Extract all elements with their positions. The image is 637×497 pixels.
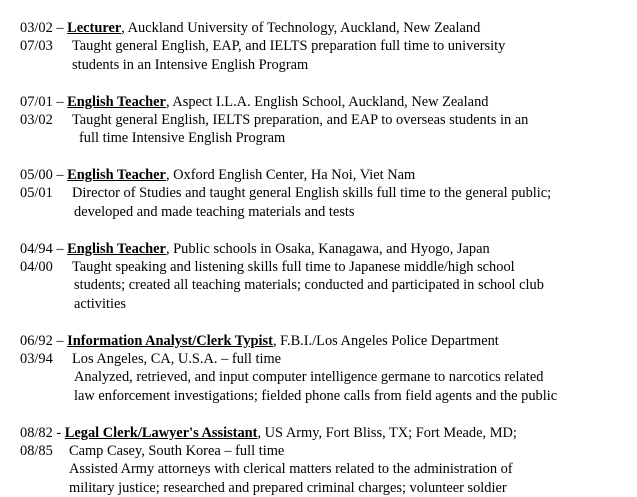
end-date: 03/02 bbox=[20, 111, 72, 129]
employer: , Public schools in Osaka, Kanagawa, and Hyogo, Japan bbox=[166, 241, 490, 257]
employer: , Oxford English Center, Ha Noi, Viet Nam bbox=[166, 167, 415, 183]
end-date: 05/01 bbox=[20, 184, 72, 202]
description-line: Analyzed, retrieved, and input computer intelligence germane to narcotics related bbox=[20, 368, 637, 386]
description-line: Taught general English, EAP, and IELTS preparation full time to university bbox=[72, 38, 505, 54]
description-line: Director of Studies and taught general English skills full time to the general public; bbox=[72, 185, 551, 201]
entry-header bbox=[20, 424, 637, 442]
entry-header bbox=[20, 332, 637, 350]
employer: , F.B.I./Los Angeles Police Department bbox=[273, 333, 499, 349]
entry-line bbox=[20, 37, 637, 55]
date-separator: – bbox=[53, 333, 67, 349]
description-line: activities bbox=[20, 295, 637, 313]
date-separator: – bbox=[53, 241, 67, 257]
description-line: law enforcement investigations; fielded phone calls from field agents and the public bbox=[20, 387, 637, 405]
description-line: full time Intensive English Program bbox=[20, 129, 637, 147]
employment-entry bbox=[20, 332, 637, 406]
entry-header bbox=[20, 166, 637, 184]
employer: , US Army, Fort Bliss, TX; Fort Meade, MD; bbox=[257, 425, 516, 441]
entry-header bbox=[20, 19, 637, 37]
entry-header bbox=[20, 93, 637, 111]
employment-entry bbox=[20, 240, 637, 314]
date-separator: – bbox=[53, 20, 67, 36]
job-title: Legal Clerk/Lawyer's Assistant bbox=[65, 425, 258, 441]
end-date: 08/85 bbox=[20, 442, 69, 460]
entry-header bbox=[20, 240, 637, 258]
description-line: students in an Intensive English Program bbox=[20, 56, 637, 74]
start-date: 08/82 bbox=[20, 425, 53, 441]
end-date: 03/94 bbox=[20, 350, 72, 368]
start-date: 03/02 bbox=[20, 20, 53, 36]
employment-entry bbox=[20, 93, 637, 148]
entry-line bbox=[20, 111, 637, 129]
date-separator: – bbox=[53, 94, 67, 110]
entry-line bbox=[20, 184, 637, 202]
entry-line bbox=[20, 258, 637, 276]
description-line: Assisted Army attorneys with clerical matters related to the administration of bbox=[20, 460, 637, 478]
entry-line bbox=[20, 350, 637, 368]
start-date: 04/94 bbox=[20, 241, 53, 257]
location-line: Camp Casey, South Korea – full time bbox=[69, 443, 284, 459]
description-line: developed and made teaching materials and tests bbox=[20, 203, 637, 221]
description-line: Taught speaking and listening skills full time to Japanese middle/high school bbox=[72, 259, 515, 275]
employment-entry bbox=[20, 19, 637, 74]
job-title: Lecturer bbox=[67, 20, 121, 36]
end-date: 07/03 bbox=[20, 37, 72, 55]
description-line: students; created all teaching materials; conducted and participated in school club bbox=[20, 276, 637, 294]
job-title: English Teacher bbox=[67, 167, 166, 183]
entry-line bbox=[20, 442, 637, 460]
job-title: English Teacher bbox=[67, 241, 166, 257]
description-line: Taught general English, IELTS preparation, and EAP to overseas students in an bbox=[72, 112, 528, 128]
date-separator: – bbox=[53, 167, 67, 183]
description-line: military justice; researched and prepared criminal charges; volunteer soldier bbox=[20, 479, 637, 497]
start-date: 07/01 bbox=[20, 94, 53, 110]
start-date: 06/92 bbox=[20, 333, 53, 349]
location-line: Los Angeles, CA, U.S.A. – full time bbox=[72, 351, 281, 367]
job-title: English Teacher bbox=[67, 94, 166, 110]
job-title: Information Analyst/Clerk Typist bbox=[67, 333, 273, 349]
employer: , Aspect I.L.A. English School, Auckland, New Zealand bbox=[166, 94, 489, 110]
employer: , Auckland University of Technology, Auckland, New Zealand bbox=[121, 20, 480, 36]
date-separator: - bbox=[53, 425, 65, 441]
employment-entry bbox=[20, 424, 637, 497]
start-date: 05/00 bbox=[20, 167, 53, 183]
employment-entry bbox=[20, 166, 637, 221]
end-date: 04/00 bbox=[20, 258, 72, 276]
